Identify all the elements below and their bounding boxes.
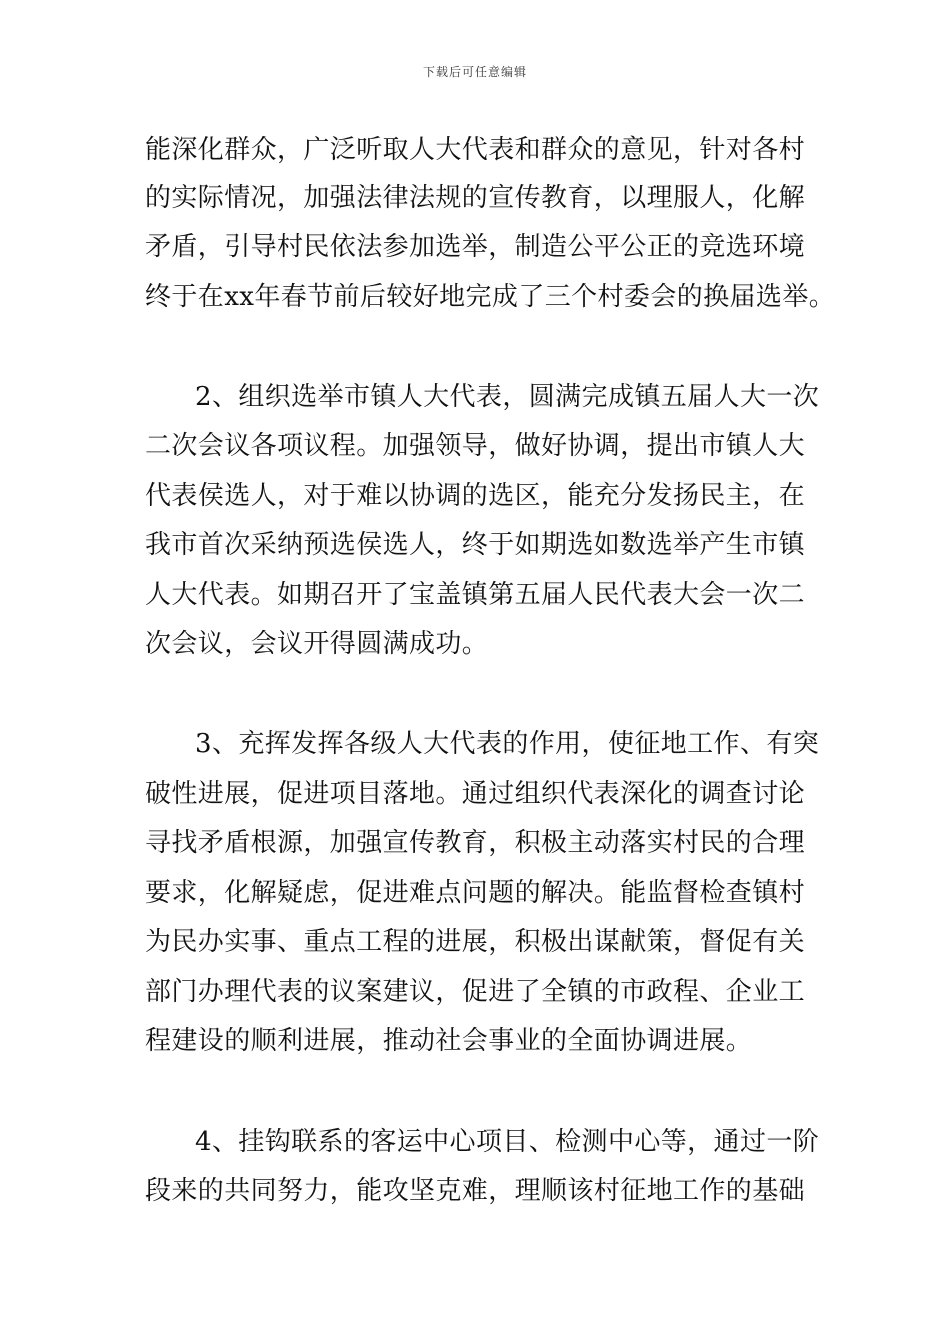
paragraph-3-line-2: 破性进展，促进项目落地。通过组织代表深化的调查讨论 — [145, 779, 806, 809]
paragraph-2-line-2: 二次会议各项议程。加强领导，做好协调，提出市镇人大 — [145, 431, 806, 461]
paragraph-3-line-1: 3、充挥发挥各级人大代表的作用，使征地工作、有突 — [195, 729, 820, 759]
paragraph-1-line-3: 矛盾，引导村民依法参加选举，制造公平公正的竞选环境 — [145, 232, 806, 262]
paragraph-2-line-3: 代表侯选人，对于难以协调的选区，能充分发扬民主，在 — [145, 481, 806, 511]
paragraph-1-line-4: 终于在xx年春节前后较好地完成了三个村委会的换届选举。 — [145, 282, 836, 312]
paragraph-2-line-4: 我市首次采纳预选侯选人，终于如期选如数选举产生市镇 — [145, 530, 806, 560]
page-header-note: 下载后可任意编辑 — [422, 65, 527, 79]
paragraph-2-line-1: 2、组织选举市镇人大代表，圆满完成镇五届人大一次 — [195, 382, 820, 412]
paragraph-2-line-6: 次会议，会议开得圆满成功。 — [145, 629, 489, 659]
paragraph-3-line-4: 要求，化解疑虑，促进难点问题的解决。能监督检查镇村 — [145, 878, 806, 908]
paragraph-2-line-5: 人大代表。如期召开了宝盖镇第五届人民代表大会一次二 — [145, 580, 806, 610]
paragraph-3-line-6: 部门办理代表的议案建议，促进了全镇的市政程、企业工 — [145, 977, 806, 1007]
paragraph-3-line-3: 寻找矛盾根源，加强宣传教育，积极主动落实村民的合理 — [145, 828, 806, 858]
paragraph-4-line-2: 段来的共同努力，能攻坚克难，理顺该村征地工作的基础 — [145, 1176, 806, 1206]
paragraph-4-line-1: 4、挂钩联系的客运中心项目、检测中心等，通过一阶 — [195, 1127, 820, 1157]
paragraph-1-line-2: 的实际情况，加强法律法规的宣传教育，以理服人，化解 — [145, 183, 806, 213]
paragraph-3-line-7: 程建设的顺利进展，推动社会事业的全面协调进展。 — [145, 1026, 753, 1056]
paragraph-3-line-5: 为民办实事、重点工程的进展，积极出谋献策，督促有关 — [145, 927, 806, 957]
paragraph-1-line-1: 能深化群众，广泛听取人大代表和群众的意见，针对各村 — [145, 135, 806, 165]
